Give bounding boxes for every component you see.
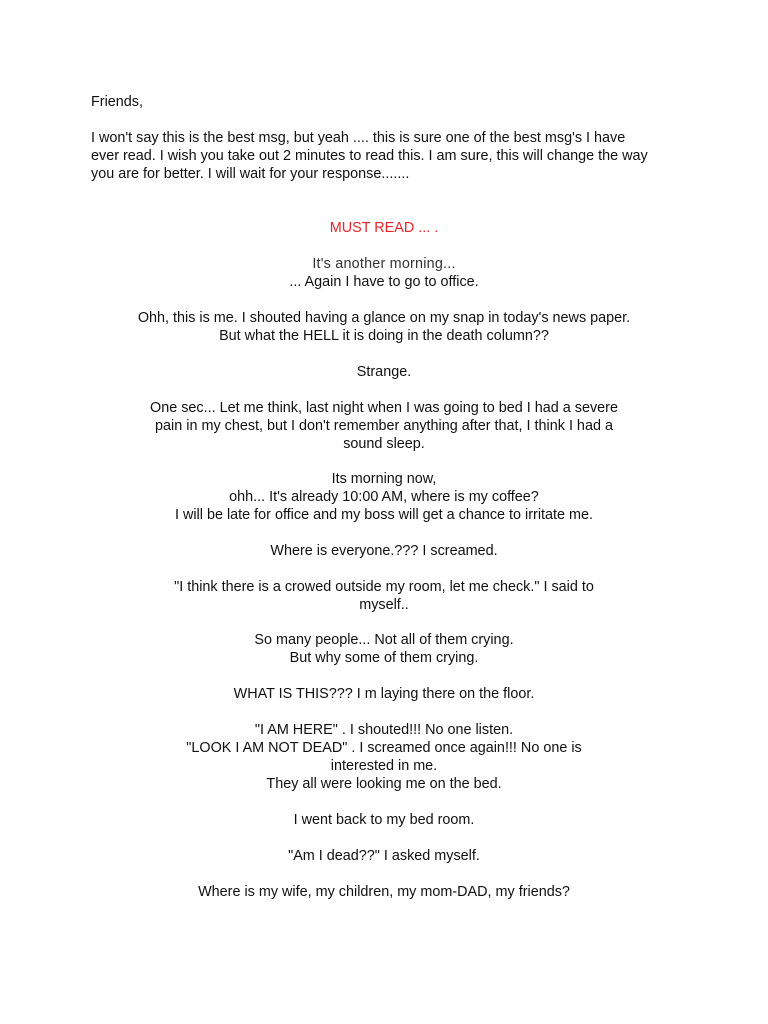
must-read-heading: MUST READ ... . <box>329 220 439 236</box>
story-line: I will be late for office and my boss will get a chance to irritate me. <box>174 507 594 523</box>
story-paragraph-8 <box>0 631 768 667</box>
intro-line: ever read. I wish you take out 2 minutes to read this. I am sure, this will change the way <box>91 148 648 164</box>
story-paragraph-4 <box>0 399 768 453</box>
story-paragraph-2 <box>0 309 768 345</box>
story-line: Strange. <box>356 364 412 380</box>
story-line: I went back to my bed room. <box>293 812 475 828</box>
story-paragraph-1 <box>0 273 768 291</box>
intro-line: I won't say this is the best msg, but yeah .... this is sure one of the best msg's I have <box>91 130 626 146</box>
story-paragraph-10 <box>0 721 768 793</box>
greeting: Friends, <box>91 94 143 110</box>
story-paragraph-5 <box>0 470 768 524</box>
story-paragraph-11 <box>0 811 768 829</box>
story-paragraph-3 <box>0 363 768 381</box>
story-line: So many people... Not all of them crying. <box>254 632 514 648</box>
intro-paragraph <box>91 129 691 183</box>
story-paragraph-9 <box>0 685 768 703</box>
story-line: "I think there is a crowed outside my room, let me check." I said to <box>174 579 594 595</box>
story-line: myself.. <box>359 597 409 613</box>
story-line: Where is everyone.??? I screamed. <box>270 543 498 559</box>
story-line: One sec... Let me think, last night when I was going to bed I had a severe <box>150 400 618 416</box>
story-line: WHAT IS THIS??? I m laying there on the floor. <box>233 686 535 702</box>
story-paragraph-6 <box>0 542 768 560</box>
story-paragraph-12 <box>0 847 768 865</box>
story-line: interested in me. <box>330 758 438 774</box>
story-line: Ohh, this is me. I shouted having a glance on my snap in today's news paper. <box>137 310 631 326</box>
story-line: "Am I dead??" I asked myself. <box>288 848 480 864</box>
story-line: ohh... It's already 10:00 AM, where is my coffee? <box>229 489 539 505</box>
intro-line: you are for better. I will wait for your response....... <box>91 166 410 182</box>
story-line: ... Again I have to go to office. <box>289 274 479 290</box>
story-line: "LOOK I AM NOT DEAD" . I screamed once again!!! No one is <box>186 740 582 756</box>
story-line: But what the HELL it is doing in the death column?? <box>219 328 549 344</box>
story-line: They all were looking me on the bed. <box>266 776 502 792</box>
subtitle: It's another morning... <box>312 256 456 272</box>
story-line: Its morning now, <box>331 471 437 487</box>
story-line: Where is my wife, my children, my mom-DAD, my friends? <box>198 884 570 900</box>
story-line: sound sleep. <box>343 436 425 452</box>
story-line: "I AM HERE" . I shouted!!! No one listen. <box>254 722 514 738</box>
story-line: But why some of them crying. <box>289 650 479 666</box>
story-paragraph-7 <box>0 578 768 614</box>
story-line: pain in my chest, but I don't remember anything after that, I think I had a <box>155 418 613 434</box>
story-paragraph-13 <box>0 883 768 901</box>
